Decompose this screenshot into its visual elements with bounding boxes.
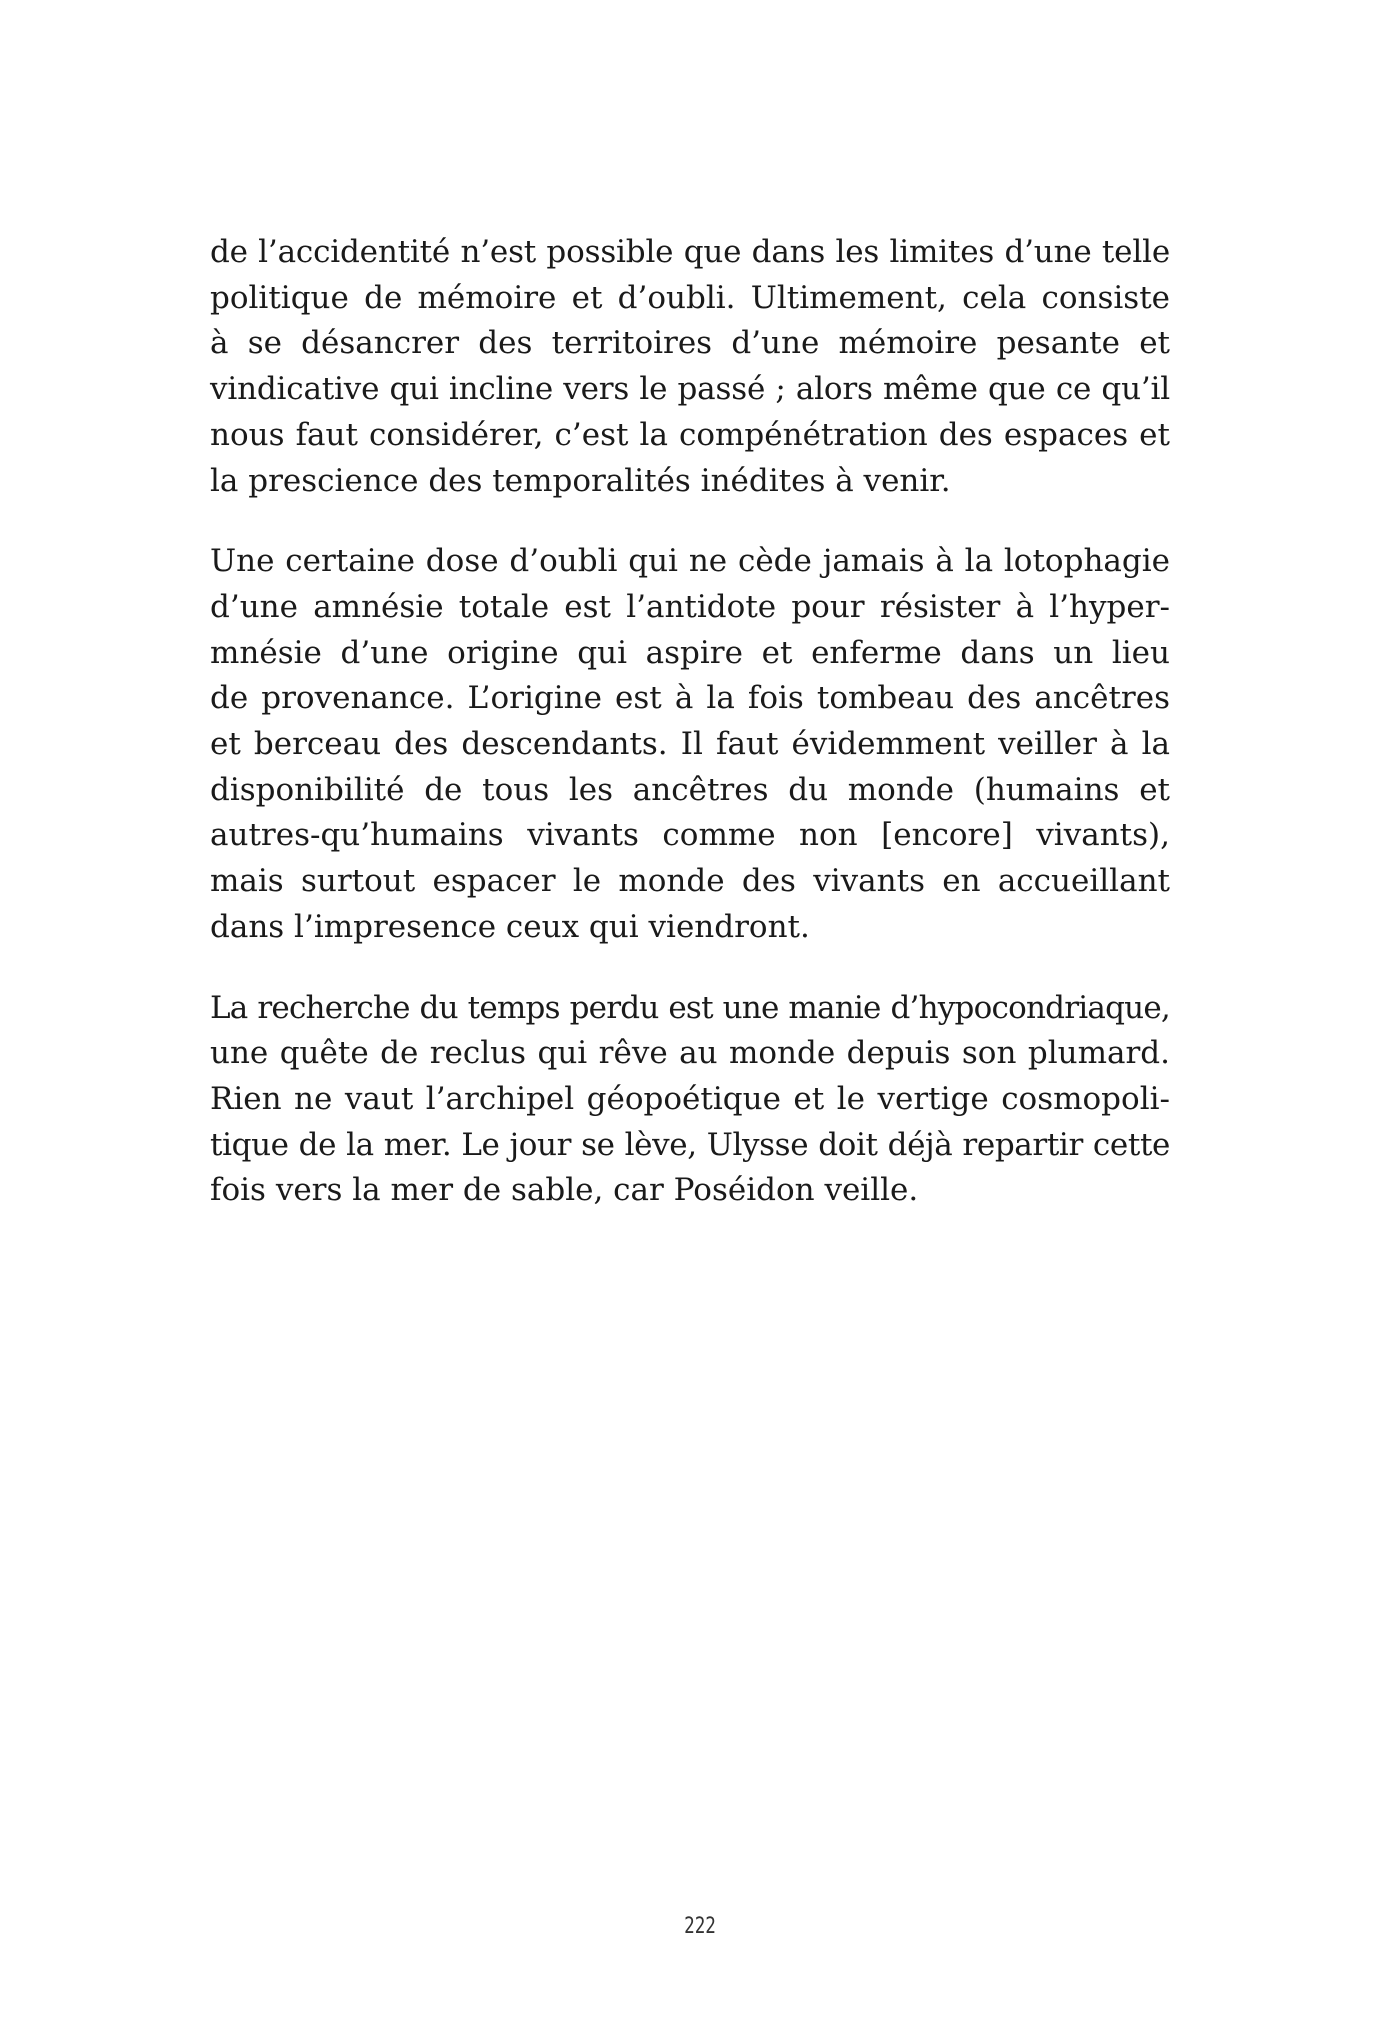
text-line: et berceau des descendants. Il faut évidemment veiller à la <box>210 726 1170 763</box>
text-line: la prescience des temporalités inédites à venir. <box>210 462 951 499</box>
text-line: nous faut considérer, c’est la compénétration des espaces et <box>210 416 1170 453</box>
text-line: vindicative qui incline vers le passé ; alors même que ce qu’il <box>210 371 1170 408</box>
paragraph-3 <box>210 986 1170 1215</box>
text-line: Une certaine dose d’oubli qui ne cède jamais à la lotophagie <box>210 543 1170 580</box>
text-line: politique de mémoire et d’oubli. Ultimement, cela consiste <box>210 279 1170 316</box>
text-line: autres-qu’humains vivants comme non [encore] vivants), <box>210 817 1170 854</box>
text-line: disponibilité de tous les ancêtres du monde (humains et <box>210 771 1170 808</box>
text-line: Rien ne vaut l’archipel géopoétique et le vertige cosmopoli- <box>210 1080 1170 1117</box>
text-line: mnésie d’une origine qui aspire et enferme dans un lieu <box>210 634 1170 671</box>
text-line: La recherche du temps perdu est une manie d’hypocondriaque, <box>210 989 1170 1026</box>
text-line: dans l’impresence ceux qui viendront. <box>210 908 810 945</box>
text-line: tique de la mer. Le jour se lève, Ulysse doit déjà repartir cette <box>210 1126 1170 1163</box>
text-line: à se désancrer des territoires d’une mémoire pesante et <box>210 325 1170 362</box>
body-text <box>210 230 1170 1249</box>
text-line: de l’accidentité n’est possible que dans les limites d’une telle <box>210 234 1170 270</box>
paragraph-2 <box>210 539 1170 950</box>
paragraph-1 <box>210 230 1170 504</box>
text-line: mais surtout espacer le monde des vivants en accueillant <box>210 863 1170 900</box>
text-line: fois vers la mer de sable, car Poséidon veille. <box>210 1172 919 1209</box>
text-line: de provenance. L’origine est à la fois tombeau des ancêtres <box>210 680 1170 717</box>
page-number: 222 <box>684 1914 716 1939</box>
text-line: d’une amnésie totale est l’antidote pour résister à l’hyper- <box>210 588 1170 625</box>
text-line: une quête de reclus qui rêve au monde depuis son plumard. <box>210 1035 1170 1072</box>
